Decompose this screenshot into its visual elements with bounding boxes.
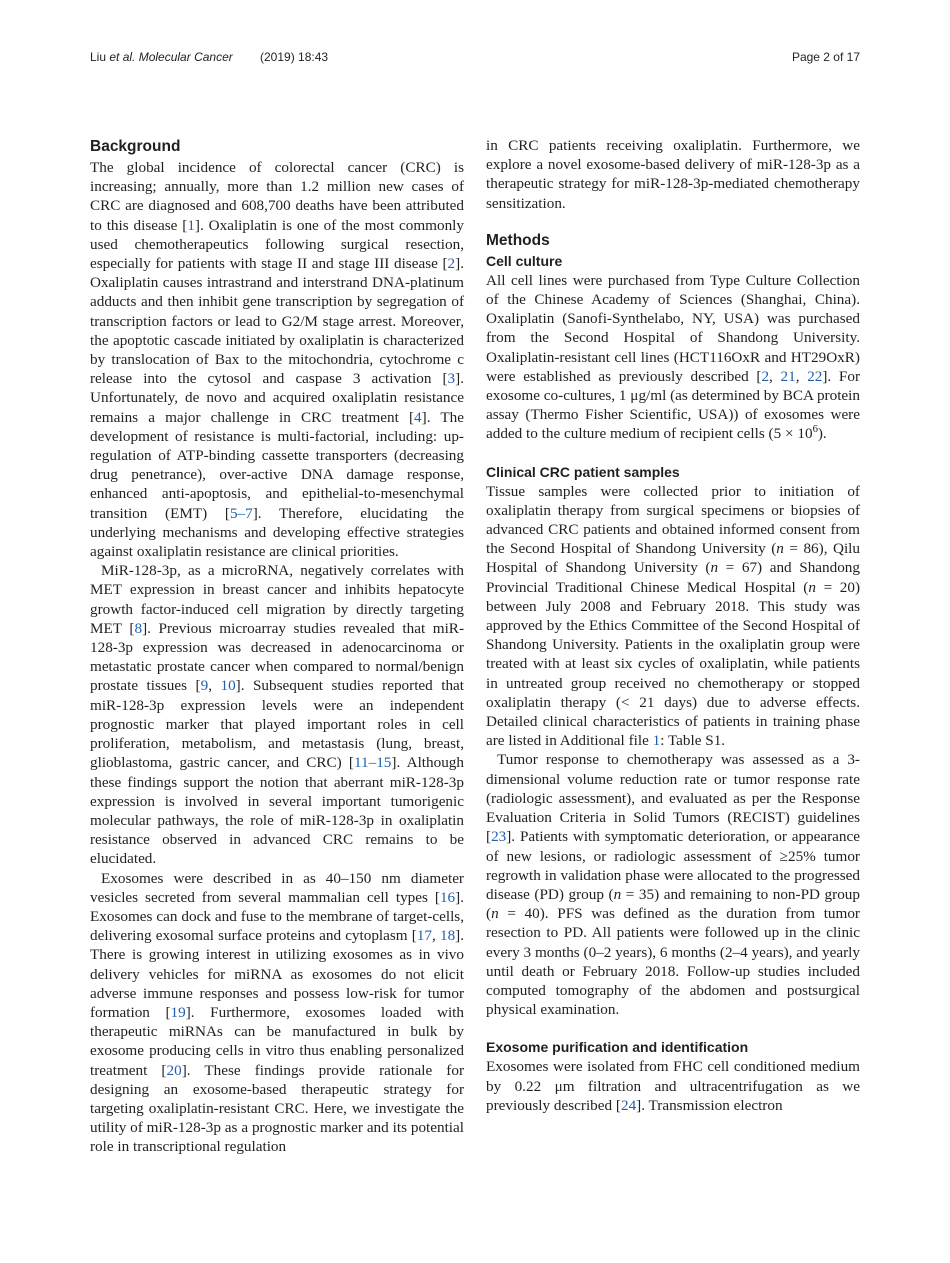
citation-link[interactable]: 21 [780,367,796,385]
section-title-methods: Methods [486,231,550,249]
citation-link[interactable]: 11–15 [353,754,392,772]
citation-link[interactable]: 2 [761,367,770,385]
subsection-title-clinical-samples: Clinical CRC patient samples [486,463,680,480]
page-number: Page 2 of 17 [791,50,860,64]
background-paragraph-1: The global incidence of colorectal cancer (CRC) is increasing; annually, more than 1.2 million new cases of CRC are diagnosed and 608,700 deaths have been attributed to this disease [1]. Oxaliplatin is one of the most commonly used chemotherapeutics following surgical resection, especially for patients with stage II and stage III disease [2]. Oxaliplatin causes intrastrand and interstrand DNA-platinum adducts and then inhibit gene transcription by segregation of transcription factors or lead to G2/M stage arrest. Moreover, the apoptotic cascade initiated by oxaliplatin is characterized by translocation of Bax to the mitochondria, cytochrome c release into the cytosol and caspase 3 activation [3]. Unfortunately, de novo and acquired oxaliplatin resistance remains a major challenge in CRC treatment [4]. The development of resistance is multi-factorial, including: up-regulation of ATP-binding cassette transporters (decreasing drug penetrance), over-active DNA damage response, enhanced anti-apoptosis, and epithelial-to-mesenchymal transition (EMT) [5–7]. Therefore, elucidating the underlying mechanisms and developing effective strategies against oxaliplatin resistance are clinical priorities. [90,159,464,561]
background-paragraph-3: Exosomes were described in as 40–150 nm diameter vesicles secreted from several mammalian cell types [16]. Exosomes can dock and fuse to the membrane of target-cells, delivering exosomal surface proteins and cytoplasm [17, 18]. There is growing interest in utilizing exosomes as in vivo delivery vehicles for miRNA as exosomes do not elicit adverse immune responses and possess low-risk for tumor formation [19]. Furthermore, exosomes loaded with therapeutic miRNAs can be manufactured in bulk by exosome producing cells in vitro thus enabling personalized treatment [20]. These findings provide rationale for designing an exosome-based therapeutic strategy for targeting oxaliplatin-resistant CRC. Here, we investigate the utility of miR-128-3p as a prognostic marker and its potential role in transcriptional regulation [90,869,465,1156]
citation-link[interactable]: 22 [807,367,823,385]
citation-link[interactable]: 1 [187,216,195,234]
subsection-title-cell-culture: Cell culture [486,252,563,269]
citation-link[interactable]: 18 [439,927,456,945]
running-header [90,50,860,68]
clinical-paragraph-1: Tissue samples were collected prior to initiation of oxaliplatin therapy from surgical specimens or biopsies of advanced CRC patients and obtained informed consent from the Second Hospital of Shandong University (n = 86), Qilu Hospital of Shandong University (n = 67) and Shandong Provincial Traditional Chinese Medical Hospital (n = 20) between July 2008 and February 2018. This study was approved by the Ethics Committee of the Second Hospital of Shandong University. Patients in the oxaliplatin group were treated with at least six cycles of oxaliplatin, while patients in untreated group received no chemotherapy or stopped oxaliplatin therapy (< 21 days) due to adverse effects. Detailed clinical characteristics of patients in training phase are listed in Additional file 1: Table S1. [486,482,861,750]
citation-link[interactable]: 16 [439,888,456,906]
citation-link[interactable]: 20 [166,1061,182,1079]
left-column [90,136,464,1157]
citation-link[interactable]: 24 [620,1096,637,1114]
citation-link[interactable]: 8 [134,619,143,637]
citation-link[interactable]: 19 [170,1003,186,1021]
right-column [486,136,860,1115]
journal-citation: Liu et al. Molecular Cancer [90,50,233,64]
background-paragraph-2: MiR-128-3p, as a microRNA, negatively correlates with MET expression in breast cancer and inhibits hepatocyte growth factor-induced cell migration by directly targeting MET [8]. Previous microarray studies revealed that miR-128-3p expression was decreased in adenocarcinoma or metastatic prostate cancer when compared to normal/benign prostate tissues [9, 10]. Subsequent studies reported that miR-128-3p expression levels were an independent prognostic marker that played important roles in cell proliferation, metabolism, and metastasis (lung, breast, glioblastoma, gastric cancer, and CRC) [11–15]. Although these findings support the notion that aberrant miR-128-3p expression is involved in several important tumorigenic molecular pathways, the role of miR-128-3p in oxaliplatin resistance observed in advanced CRC remains to be elucidated. [90,562,464,868]
citation-link[interactable]: 3 [447,370,456,388]
clinical-paragraph-2: Tumor response to chemotherapy was assessed as a 3-dimensional volume reduction rate or tumor response rate (radiologic assessment), and evaluated as per the Response Evaluation Criteria in Solid Tumors (RECIST) guidelines [23]. Patients with symptomatic deterioration, or appearance of new lesions, or radiologic assessment of ≥25% tumor regrowth in validation phase were allocated to the progressed disease (PD) group (n = 35) and remaining to non-PD group (n = 40). PFS was defined as the duration from tumor resection to PD. All patients were followed up in the clinic every 3 months (0–2 years), 6 months (2–4 years), and yearly until death or February 2018. Follow-up studies included computed tomography of the abdomen and postsurgical physical examination. [486,751,860,1019]
journal-year-volume: (2019) 18:43 [260,50,329,64]
citation-link[interactable]: 2 [447,255,456,273]
citation-link[interactable]: 23 [491,828,507,846]
citation-link[interactable]: 9 [200,677,209,695]
citation-link[interactable]: 10 [220,677,236,695]
additional-file-link[interactable]: 1 [652,732,661,750]
cell-culture-paragraph: All cell lines were purchased from Type Culture Collection of the Chinese Academy of Sciences (Shanghai, China). Oxaliplatin (Sanofi-Synthelabo, NY, USA) was purchased from the Second Hospital of Shandong University. Oxaliplatin-resistant cell lines (HCT116OxR and HT29OxR) were established as previously described [2, 21, 22]. For exosome co-cultures, 1 μg/ml (as determined by BCA protein assay (Thermo Fisher Scientific, USA)) of exosomes were added to the culture medium of recipient cells $(5 \times 10^6)$. [486,271,861,443]
exosome-paragraph: Exosomes were isolated from FHC cell conditioned medium by 0.22 μm filtration and ultracentrifugation as we previously described [24]. Transmission electron [486,1058,860,1114]
background-paragraph-3-continued: in CRC patients receiving oxaliplatin. Furthermore, we explore a novel exosome-based delivery of miR-128-3p as a therapeutic strategy for miR-128-3p-mediated chemotherapy sensitization. [486,137,860,212]
subsection-title-exosome: Exosome purification and identification [486,1039,749,1056]
citation-link[interactable]: 17 [416,927,433,945]
section-title-background: Background [90,138,181,155]
citation-link[interactable]: 5–7 [229,504,253,522]
citation-link[interactable]: 4 [414,408,422,426]
